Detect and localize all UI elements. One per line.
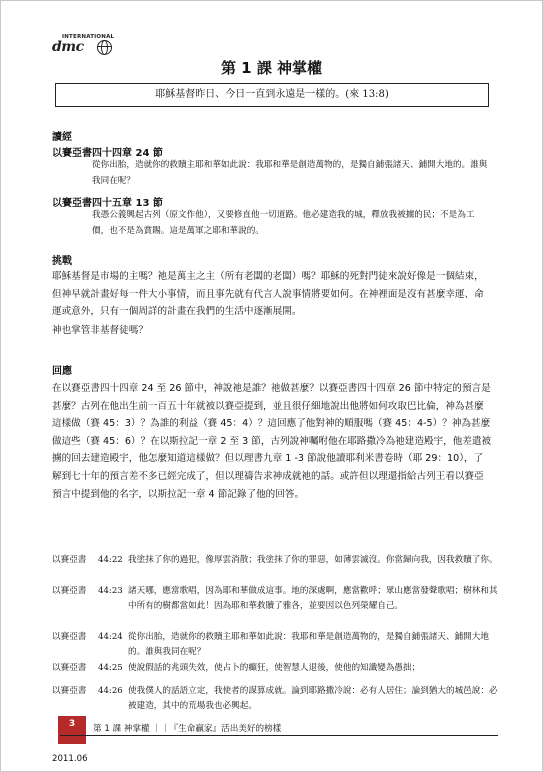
challenge-paragraph: 耶穌基督是市場的主嗎？祂是萬主之主（所有老闆的老闆）嗎？耶穌的死對門徒來說好像是一個結束，但神早就計畫好每一件大小事情，而且事先就有代言人說事情將要如何。在神裡面是沒有甚麼幸運、命運或意外，只有一個周詳的計畫在我們的生活中逐漸展開。 [52, 271, 484, 318]
logo-top-text: INTERNATIONAL [62, 34, 115, 40]
verse-book: 以賽亞書 [52, 686, 87, 696]
verse-text: 使說假話的兆頭失效，使占卜的癲狂，使智慧人退後，使他的知識變為愚拙； [128, 663, 421, 673]
footer-text: 第 1 課 神掌權 ｜｜『生命贏家』活出美好的榜樣 [93, 724, 282, 734]
reading-ref-1: 以賽亞書四十四章 24 節 [52, 148, 163, 159]
footer-date: 2011.06 [52, 754, 88, 764]
verse-text: 從你出胎，造就你的救贖主耶和華如此說：我耶和華是創造萬物的，是獨自鋪張諸天、鋪開大地的。誰與我同在呢？ [128, 632, 489, 657]
reading-text-1: 從你出胎，造就你的救贖主耶和華如此說：我耶和華是創造萬物的，是獨自鋪張諸天、鋪開大地的。誰與我同在呢？ [92, 160, 488, 186]
response-paragraph: 在以賽亞書四十四章 24 至 26 節中，神說祂是誰？祂做甚麼？以賽亞書四十四章 26 節中特定的預言是甚麼？古列在他出生前一百五十年就被以賽亞提到，並且很仔細地說出他將如何攻取巴比倫，神為甚麼這樣做（賽 45：3）？為誰的利益（賽 45：4）？這回應了他對神的順服嗎（賽 45：4-5）？神為甚麼做這些（賽 45：6）？在以斯拉記一章 2 至 3 節，古列說神囑咐他在耶路撒冷為祂建造殿宇，他差遣被擄的回去建造殿宇，他怎麼知道這樣做？但以理書九章 1 -3 節說他讀耶利米書卷時（耶 29：10），了解到七十年的預言差不多已經完成了，但以理禱告求神成就祂的話。或許但以理還指給古列王看以賽亞預言中提到他的名字，以斯拉記一章 4 節記錄了他的回答。 [52, 383, 492, 500]
verse-book: 以賽亞書 [52, 555, 87, 565]
dmc-logo [52, 34, 116, 54]
lesson-title: 第 1 課 神掌權 [220, 59, 323, 77]
verse-book: 以賽亞書 [52, 632, 87, 642]
key-verse-box: 耶穌基督昨日、今日一直到永遠是一樣的。(來 13:8) [55, 83, 489, 107]
reading-ref-2: 以賽亞書四十五章 13 節 [52, 198, 163, 209]
globe-icon [97, 40, 112, 55]
response-heading: 回應 [52, 366, 72, 377]
verse-text: 諸天哪，應當歌唱，因為耶和華做成這事。地的深處啊，應當歡呼；眾山應當發聲歌唱；樹林和其中所有的樹都當如此！因為耶和華救贖了雅各，並要因以色列榮耀自己。 [128, 586, 498, 611]
page-number-badge [58, 716, 86, 744]
verse-text: 使我僕人的話語立定，我使者的謀算成就。論到耶路撒冷說：必有人居住；論到猶大的城邑說：必被建造，其中的荒場我也必興起。 [128, 686, 498, 711]
verse-number: 44:24 [98, 632, 123, 642]
verse-number: 44:25 [98, 663, 123, 673]
logo-main-text: dmc [52, 39, 84, 55]
verse-text: 我塗抹了你的過犯，像厚雲消散；我塗抹了你的罪惡，如薄雲滅沒。你當歸向我，因我救贖了你。 [128, 555, 498, 565]
page-number: 3 [68, 719, 76, 729]
reading-text-2: 我憑公義興起古列（原文作他），又要修直他一切道路。他必建造我的城，釋放我被擄的民；不是為工價，也不是為賞賜。這是萬軍之耶和華說的。 [92, 210, 475, 236]
verse-number: 44:23 [98, 586, 123, 596]
reading-heading: 讀經 [52, 132, 72, 143]
verse-number: 44:22 [98, 555, 123, 565]
verse-number: 44:26 [98, 686, 123, 696]
verse-book: 以賽亞書 [52, 586, 87, 596]
footer-divider [60, 735, 498, 736]
verse-book: 以賽亞書 [52, 663, 87, 673]
challenge-question: 神也掌管非基督徒嗎？ [52, 325, 148, 336]
challenge-heading: 挑戰 [52, 256, 72, 267]
